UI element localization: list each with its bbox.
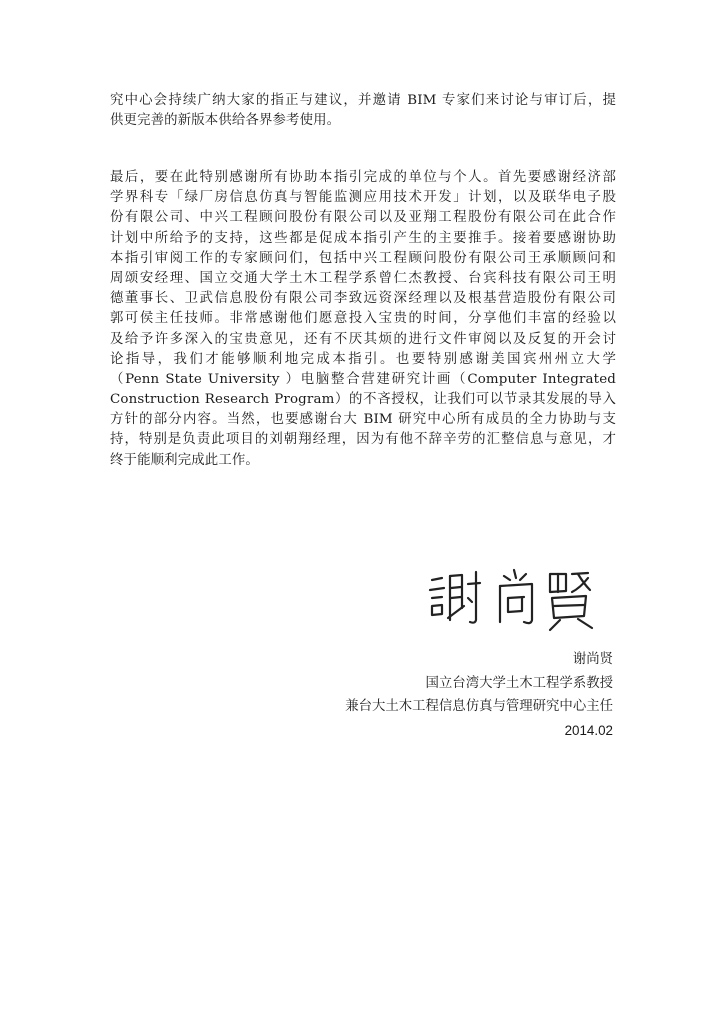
text-line: Construction Research Program）的不吝授权，让我们可以节录其发展的导入 bbox=[110, 392, 616, 408]
text-line: 最后，要在此特别感谢所有协助本指引完成的单位与个人。首先要感谢经济部 bbox=[110, 170, 616, 185]
signer-name: 谢尚贤 bbox=[572, 652, 613, 667]
text-line: 方针的部分内容。当然，也要感谢台大 BIM 研究中心所有成员的全力协助与支 bbox=[110, 412, 616, 428]
signature-date: 2014.02 bbox=[564, 722, 613, 738]
signer-title: 国立台湾大学土木工程学系教授 bbox=[425, 675, 613, 691]
text-line: 德董事长、卫武信息股份有限公司李致远资深经理以及根基营造股份有限公司 bbox=[110, 291, 616, 307]
handwritten-signature bbox=[418, 562, 618, 634]
text-line: 计划中所给予的支持，这些都是促成本指引产生的主要推手。接着要感谢协助 bbox=[110, 230, 616, 246]
text-line: 周颂安经理、国立交通大学土木工程学系曾仁杰教授、台宾科技有限公司王明 bbox=[110, 270, 616, 286]
text-line: 及给予许多深入的宝贵意见，还有不厌其烦的进行文件审阅以及反复的开会讨 bbox=[110, 331, 616, 347]
text-line: 供更完善的新版本供给各界参考使用。 bbox=[110, 113, 341, 129]
text-line: （Penn State University ）电脑整合营建研究计画（Computer Integrated bbox=[110, 371, 616, 387]
text-line: 份有限公司、中兴工程顾问股份有限公司以及亚翔工程股份有限公司在此合作 bbox=[110, 210, 616, 226]
text-line: 终于能顺利完成此工作。 bbox=[110, 452, 259, 468]
text-line: 论指导，我们才能够顺利地完成本指引。也要特别感谢美国宾州州立大学 bbox=[110, 351, 616, 367]
signer-title: 兼台大土木工程信息仿真与管理研究中心主任 bbox=[345, 699, 613, 714]
signature-block bbox=[273, 648, 613, 742]
text-line: 本指引审阅工作的专家顾问们，包括中兴工程顾问股份有限公司王承顺顾问和 bbox=[110, 250, 616, 266]
text-line: 持，特别是负责此项目的刘朝翔经理，因为有他不辞辛劳的汇整信息与意见，才 bbox=[110, 432, 616, 448]
text-line: 学界科专「绿厂房信息仿真与智能监测应用技术开发」计划，以及联华电子股 bbox=[110, 190, 616, 206]
text-line: 究中心会持续广纳大家的指正与建议，并邀请 BIM 专家们来讨论与审订后，提 bbox=[110, 93, 616, 108]
paragraph-closing-note bbox=[110, 91, 616, 131]
paragraph-acknowledgements bbox=[110, 168, 616, 471]
text-line: 郭可侯主任技师。非常感谢他们愿意投入宝贵的时间，分享他们丰富的经验以 bbox=[110, 311, 616, 327]
